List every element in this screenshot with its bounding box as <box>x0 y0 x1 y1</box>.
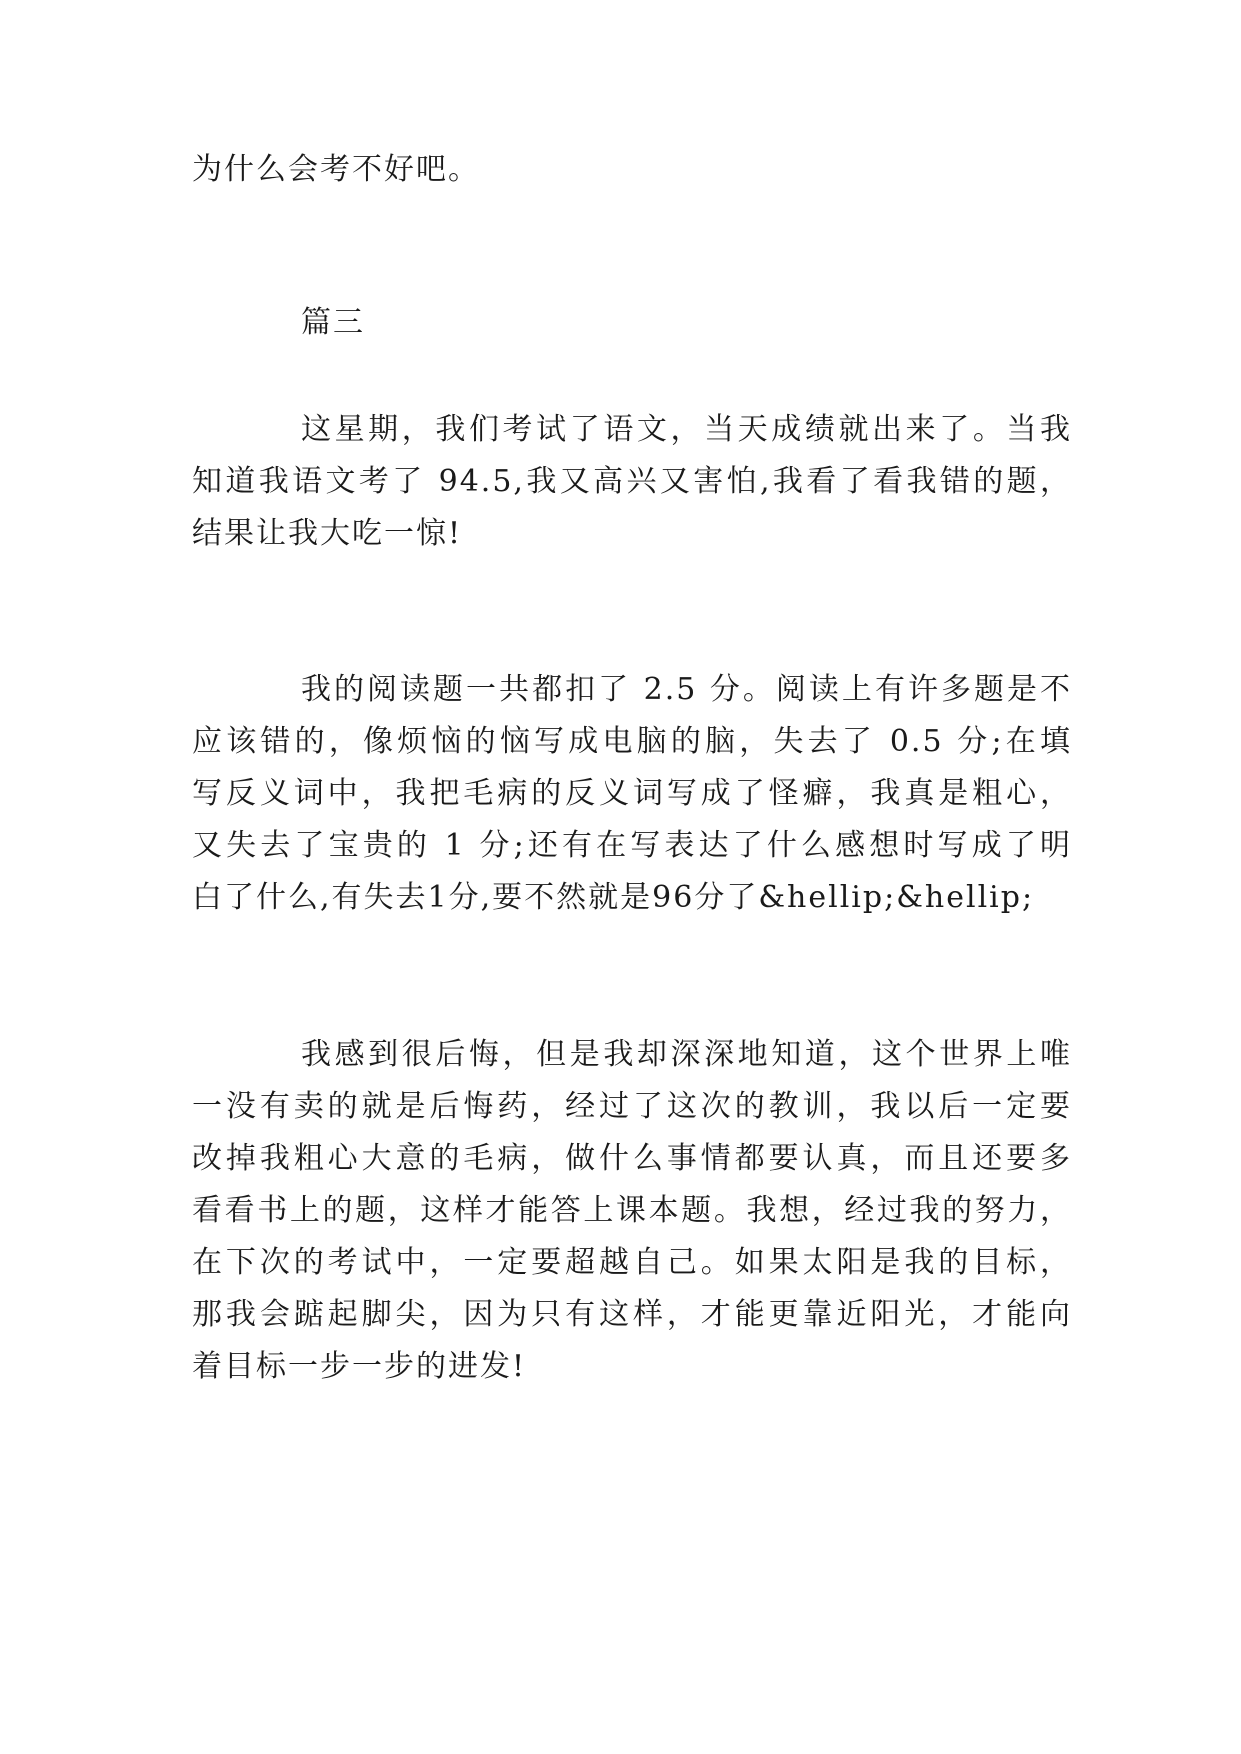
paragraph-line: 一没有卖的就是后悔药，经过了这次的教训，我以后一定要 <box>192 1089 1072 1124</box>
paragraph-line: 应该错的，像烦恼的恼写成电脑的脑，失去了 0.5 分;在填 <box>192 724 1072 759</box>
section-title: 篇三 <box>301 305 365 340</box>
paragraph-line: 在下次的考试中，一定要超越自己。如果太阳是我的目标， <box>192 1245 1072 1280</box>
paragraph-line: 白了什么,有失去1分,要不然就是96分了&hellip;&hellip; <box>192 880 1035 915</box>
intro-line: 为什么会考不好吧。 <box>192 152 480 187</box>
paragraph-line: 结果让我大吃一惊! <box>192 516 463 551</box>
paragraph-line: 又失去了宝贵的 1 分;还有在写表达了什么感想时写成了明 <box>192 828 1072 863</box>
paragraph-line: 我感到很后悔，但是我却深深地知道，这个世界上唯 <box>301 1037 1072 1072</box>
paragraph-line: 写反义词中，我把毛病的反义词写成了怪癖，我真是粗心， <box>192 776 1072 811</box>
paragraph-line: 我的阅读题一共都扣了 2.5 分。阅读上有许多题是不 <box>301 672 1072 707</box>
paragraph-line: 这星期，我们考试了语文，当天成绩就出来了。当我 <box>301 412 1072 447</box>
paragraph-line: 那我会踮起脚尖，因为只有这样，才能更靠近阳光，才能向 <box>192 1297 1072 1332</box>
paragraph-line: 着目标一步一步的进发! <box>192 1349 527 1384</box>
paragraph-line: 看看书上的题，这样才能答上课本题。我想，经过我的努力， <box>192 1193 1072 1228</box>
paragraph-line: 知道我语文考了 94.5,我又高兴又害怕,我看了看我错的题， <box>192 464 1072 499</box>
paragraph-line: 改掉我粗心大意的毛病，做什么事情都要认真，而且还要多 <box>192 1141 1072 1176</box>
